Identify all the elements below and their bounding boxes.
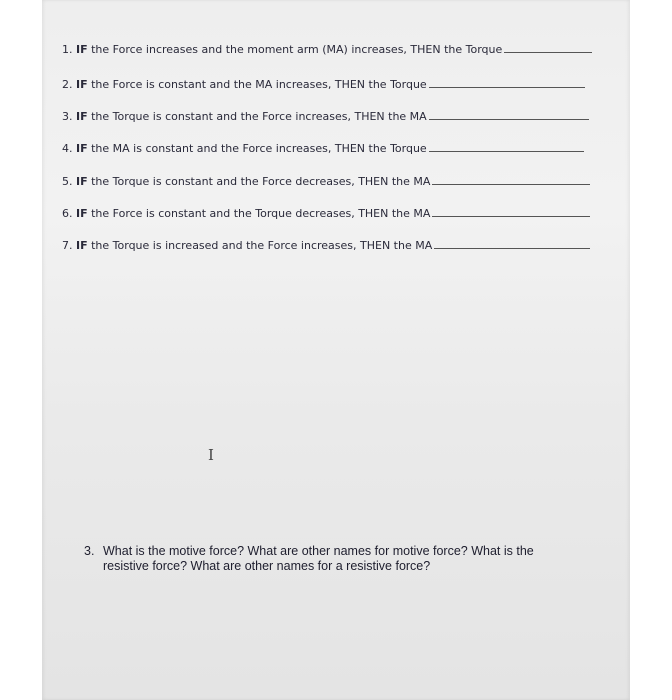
question-5-text: 5. IF the Torque is constant and the Force decreases, THEN the MA	[62, 175, 431, 188]
answer-blank-1[interactable]	[504, 51, 592, 53]
question-3-line-2: resistive force? What are other names for a resistive force?	[103, 559, 431, 573]
question-1-text: 1. IF the Force increases and the moment arm (MA) increases, THEN the Torque	[62, 43, 503, 56]
question-3-prompt	[84, 544, 614, 574]
question-6-text: 6. IF the Force is constant and the Torque decreases, THEN the MA	[62, 207, 431, 220]
answer-blank-5[interactable]	[432, 183, 590, 185]
question-4-text: 4. IF the MA is constant and the Force increases, THEN the Torque	[62, 142, 427, 155]
question-5	[62, 170, 590, 188]
question-2	[62, 73, 585, 91]
answer-blank-2[interactable]	[429, 86, 585, 88]
question-7-text: 7. IF the Torque is increased and the Force increases, THEN the MA	[62, 239, 433, 252]
question-3-text: 3. IF the Torque is constant and the Force increases, THEN the MA	[62, 110, 427, 123]
answer-blank-7[interactable]	[434, 247, 590, 249]
question-3	[62, 105, 589, 123]
question-2-text: 2. IF the Force is constant and the MA increases, THEN the Torque	[62, 78, 427, 91]
answer-blank-3[interactable]	[429, 118, 589, 120]
answer-blank-6[interactable]	[432, 215, 590, 217]
text-cursor-icon: I	[208, 446, 214, 464]
question-7	[62, 234, 590, 252]
question-1	[62, 38, 592, 56]
question-3-line-1: 3. What is the motive force? What are other names for motive force? What is the	[84, 544, 534, 558]
question-4	[62, 137, 584, 155]
question-6	[62, 202, 590, 220]
answer-blank-4[interactable]	[429, 150, 584, 152]
